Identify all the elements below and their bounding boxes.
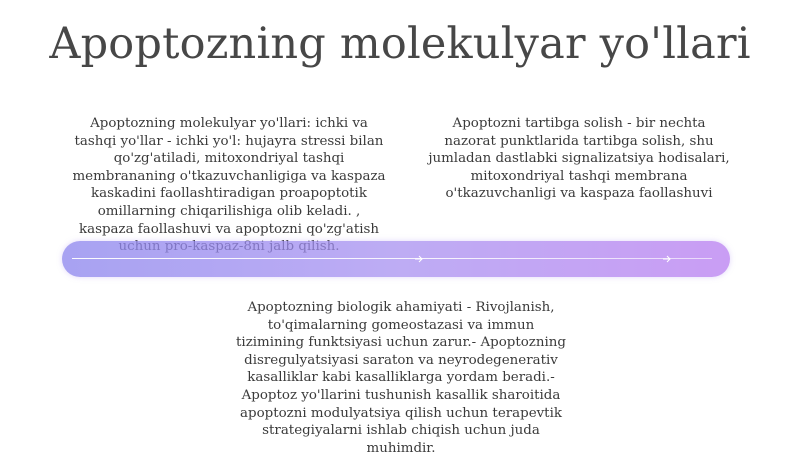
text-block-biological-significance: Apoptozning biologik ahamiyati - Rivojlanish, to'qimalarning gomeostazasi va immun tizimining funktsiyasi uchun zarur.- Apoptozning disregulyatsiyasi saraton va neyrodegenerativ kasalliklar kabi kasalliklarga yordam beradi.- Apoptoz yo'llarini tushunish kasallik sharoitida apoptozni modulyatsiya qilish uchun terapevtik strategiyalarni ishlab chiqish uchun juda muhimdir. [236, 300, 566, 456]
timeline-arrow-icon [414, 255, 424, 263]
text-block-regulation: Apoptozni tartibga solish - bir nechta nazorat punktlarida tartibga solish, shu jumladan dastlabki signalizatsiya hodisalari, mitoxondriyal tashqi membrana o'tkazuvchanligi va kaspaza faollashuvi [428, 116, 730, 202]
slide-title: Apoptozning molekulyar yo'llari [49, 19, 751, 69]
timeline-arrow-icon [662, 255, 672, 263]
timeline-line [72, 258, 712, 259]
text-block-molecular-pathways: Apoptozning molekulyar yo'llari: ichki va tashqi yo'llar - ichki yo'l: hujayra stressi bilan qo'zg'atiladi, mitoxondriyal tashqi membrananing o'tkazuvchanligiga va kaspaza kaskadini faollashtiradigan proapoptotik omillarning chiqarilishiga olib keladi. , kaspaza faollashuvi va apoptozni qo'zg'atish [72, 116, 386, 237]
timeline-bar [62, 241, 730, 277]
